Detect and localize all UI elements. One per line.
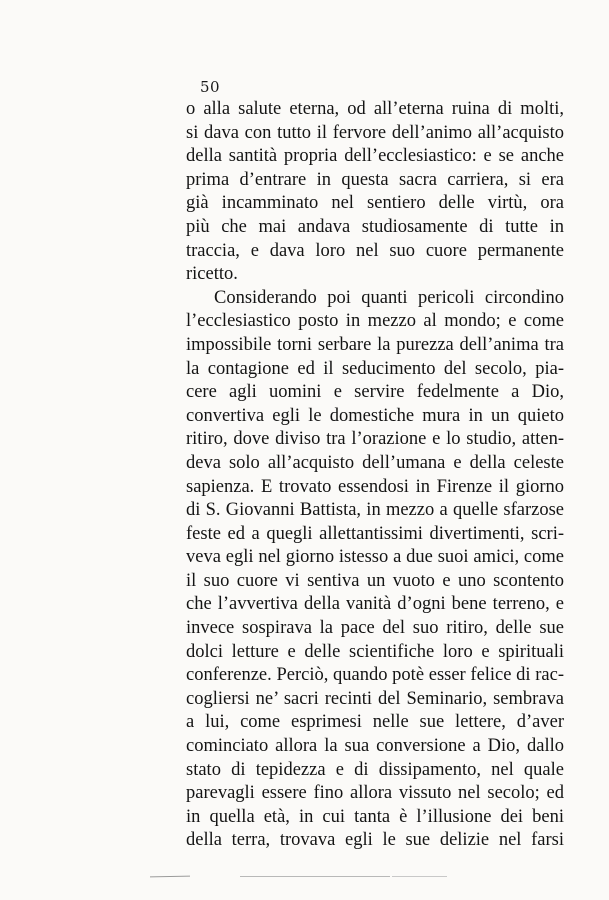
text-line: più che mai andava studiosamente di tutte in <box>186 216 564 237</box>
text-line: a lui, come esprimesi nelle sue lettere, d’aver <box>186 712 564 733</box>
text-line: l’ecclesiastico posto in mezzo al mondo; e come <box>186 311 564 332</box>
text-line: deva solo all’acquisto dell’umana e della celeste <box>186 452 564 473</box>
text-line: ritiro, dove diviso tra l’orazione e lo studio, atten- <box>186 429 564 450</box>
text-line: Considerando poi quanti pericoli circondino <box>214 287 564 308</box>
text-line: che l’avvertiva della vanità d’ogni bene terreno, e <box>186 594 564 615</box>
text-line: cogliersi ne’ sacri recinti del Seminario, sembrava <box>186 688 564 709</box>
text-line: parevagli essere fino allora vissuto nel secolo; ed <box>186 783 564 804</box>
page-number: 50 <box>200 78 221 96</box>
footer-rule <box>240 876 390 877</box>
text-line: veva egli nel giorno istesso a due suoi amici, come <box>186 547 564 568</box>
text-line: invece sospirava la pace del suo ritiro, delle sue <box>186 618 564 639</box>
text-line: dolci letture e delle scientifiche loro e spirituali <box>186 641 564 662</box>
text-line: conferenze. Perciò, quando potè esser felice di rac- <box>186 665 564 686</box>
text-line: cere agli uomini e servire fedelmente a Dio, <box>186 382 564 403</box>
text-line: la contagione ed il seducimento del secolo, pia- <box>186 358 564 379</box>
footer-rule-faint <box>392 876 447 877</box>
body-text <box>186 98 564 853</box>
text-line: della santità propria dell’ecclesiastico: e se anche <box>186 146 564 167</box>
text-line: in quella età, in cui tanta è l’illusione dei beni <box>186 806 564 827</box>
text-line: di S. Giovanni Battista, in mezzo a quelle sfarzose <box>186 500 564 521</box>
text-line: si dava con tutto il fervore dell’animo all’acquisto <box>186 122 564 143</box>
text-line: sapienza. E trovato essendosi in Firenze il giorno <box>186 476 564 497</box>
text-line: cominciato allora la sua conversione a Dio, dallo <box>186 736 564 757</box>
text-line: feste ed a quegli allettantissimi divertimenti, scri- <box>186 523 564 544</box>
text-line: convertiva egli le domestiche mura in un quieto <box>186 405 564 426</box>
text-line: stato di tepidezza e di dissipamento, nel quale <box>186 759 564 780</box>
text-line: il suo cuore vi sentiva un vuoto e uno scontento <box>186 570 564 591</box>
text-line: già incamminato nel sentiero delle virtù, ora <box>186 193 564 214</box>
text-line: ricetto. <box>186 264 238 285</box>
text-line: impossibile torni serbare la purezza dell’anima tra <box>186 334 564 355</box>
text-line: o alla salute eterna, od all’eterna ruina di molti, <box>186 99 564 119</box>
text-line: traccia, e dava loro nel suo cuore permanente <box>186 240 564 261</box>
text-line: prima d’entrare in questa sacra carriera, si era <box>186 169 564 190</box>
text-line: della terra, trovava egli le sue delizie nel farsi <box>186 830 564 851</box>
footer-mark <box>150 876 190 878</box>
